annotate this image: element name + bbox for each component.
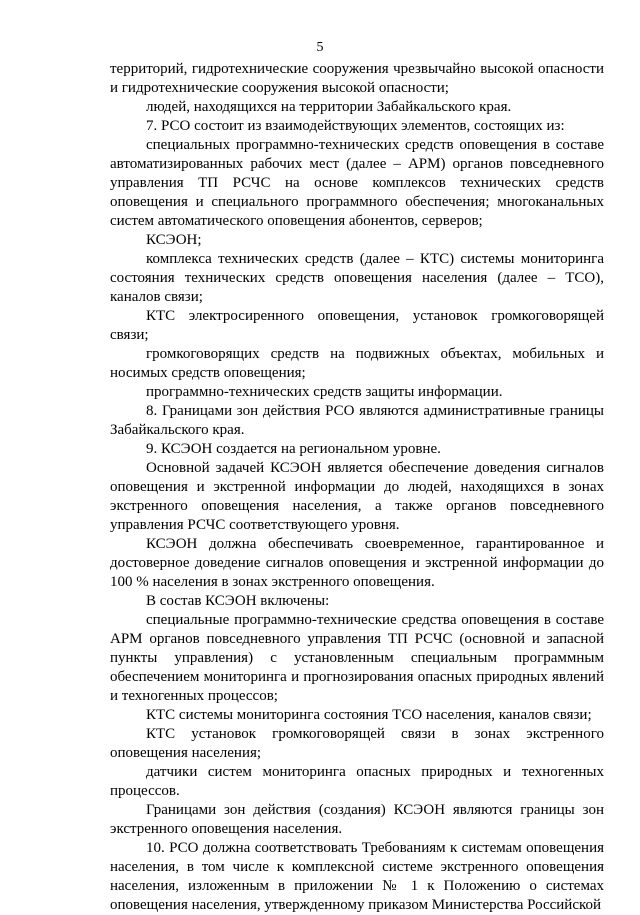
paragraph: специальные программно-технические средства оповещения в составе АРМ органов повседневного управления ТП РСЧС (основной и запасной пункты управления) с установленным специальным программным обеспечением мониторинга и прогнозирования опасных природных явлений и техногенных процессов; xyxy=(110,612,604,704)
paragraph: КТС электросиренного оповещения, установок громкоговорящей связи; xyxy=(110,308,604,343)
paragraph: громкоговорящих средств на подвижных объектах, мобильных и носимых средств оповещения; xyxy=(110,346,604,381)
paragraph: 7. РСО состоит из взаимодействующих элементов, состоящих из: xyxy=(146,118,565,134)
paragraph: КСЭОН; xyxy=(146,232,202,248)
page-number: 5 xyxy=(316,40,324,55)
paragraph: 8. Границами зон действия РСО являются административные границы Забайкальского края. xyxy=(110,403,604,438)
paragraph: датчики систем мониторинга опасных природных и техногенных процессов. xyxy=(110,764,604,799)
paragraph: комплекса технических средств (далее – КТС) системы мониторинга состояния технических средств оповещения населения (далее – ТСО), каналов связи; xyxy=(110,251,604,305)
paragraph: КСЭОН должна обеспечивать своевременное, гарантированное и достоверное доведение сигналов оповещения и экстренной информации до 100 % населения в зонах экстренного оповещения. xyxy=(110,536,604,590)
paragraph: КТС системы мониторинга состояния ТСО населения, каналов связи; xyxy=(146,707,592,723)
paragraph: Границами зон действия (создания) КСЭОН являются границы зон экстренного оповещения населения. xyxy=(110,802,604,837)
paragraph: В состав КСЭОН включены: xyxy=(146,593,330,609)
paragraph: программно-технических средств защиты информации. xyxy=(146,384,503,400)
paragraph: людей, находящихся на территории Забайкальского края. xyxy=(146,99,512,115)
paragraph: специальных программно-технических средств оповещения в составе автоматизированных рабочих мест (далее – АРМ) органов повседневного управления ТП РСЧС на основе комплексов технических средств оповещения и специального программного обеспечения; многоканальных систем автоматического оповещения абонентов, серверов; xyxy=(110,137,604,229)
paragraph: КТС установок громкоговорящей связи в зонах экстренного оповещения населения; xyxy=(110,726,604,761)
document-body xyxy=(110,60,604,915)
paragraph: Основной задачей КСЭОН является обеспечение доведения сигналов оповещения и экстренной информации до людей, находящихся в зонах экстренного оповещения населения, а также органов повседневного управления РСЧС соответствующего уровня. xyxy=(110,460,604,533)
paragraph: территорий, гидротехнические сооружения чрезвычайно высокой опасности и гидротехнические сооружения высокой опасности; xyxy=(110,61,604,96)
paragraph: 9. КСЭОН создается на региональном уровне. xyxy=(146,441,441,457)
paragraph: 10. РСО должна соответствовать Требованиям к системам оповещения населения, в том числе к комплексной системе экстренного оповещения населения, изложенным в приложении № 1 к Положению о системах оповещения населения, утвержденному приказом Министерства Российской xyxy=(110,840,604,913)
